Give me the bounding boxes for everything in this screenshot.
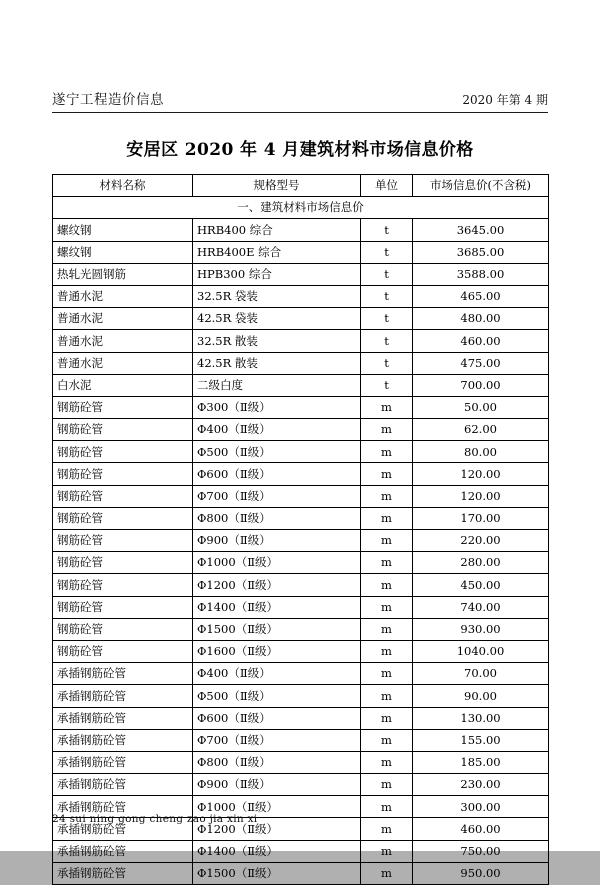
table-row (53, 374, 549, 396)
table-header (53, 175, 549, 197)
cell-price: 460.00 (413, 818, 549, 840)
cell-spec: Φ800（Ⅱ级） (193, 507, 361, 529)
cell-name: 承插钢筋砼管 (53, 840, 193, 862)
cell-spec: Φ300（Ⅱ级） (193, 396, 361, 418)
table-row (53, 618, 549, 640)
cell-unit: m (361, 419, 413, 441)
table-row (53, 707, 549, 729)
cell-spec: HPB300 综合 (193, 263, 361, 285)
publication-title: 遂宁工程造价信息 (52, 92, 164, 108)
cell-unit: t (361, 263, 413, 285)
cell-unit: m (361, 596, 413, 618)
price-table (52, 174, 549, 885)
cell-price: 120.00 (413, 485, 549, 507)
cell-unit: t (361, 308, 413, 330)
cell-unit: m (361, 530, 413, 552)
table-row (53, 219, 549, 241)
cell-unit: m (361, 729, 413, 751)
cell-unit: t (361, 219, 413, 241)
cell-name: 承插钢筋砼管 (53, 796, 193, 818)
cell-price: 62.00 (413, 419, 549, 441)
cell-price: 280.00 (413, 552, 549, 574)
cell-spec: Φ1200（Ⅱ级） (193, 574, 361, 596)
cell-price: 3588.00 (413, 263, 549, 285)
cell-name: 钢筋砼管 (53, 574, 193, 596)
cell-spec: Φ400（Ⅱ级） (193, 663, 361, 685)
table-row (53, 352, 549, 374)
table-row (53, 552, 549, 574)
cell-spec: Φ1400（Ⅱ级） (193, 596, 361, 618)
page-content (52, 88, 548, 885)
cell-unit: m (361, 862, 413, 884)
table-header-row (53, 175, 549, 197)
table-row (53, 840, 549, 862)
cell-name: 螺纹钢 (53, 241, 193, 263)
cell-spec: Φ500（Ⅱ级） (193, 441, 361, 463)
table-row (53, 640, 549, 662)
cell-unit: m (361, 485, 413, 507)
cell-unit: m (361, 396, 413, 418)
cell-price: 170.00 (413, 507, 549, 529)
cell-price: 185.00 (413, 751, 549, 773)
cell-unit: m (361, 618, 413, 640)
cell-price: 750.00 (413, 840, 549, 862)
cell-price: 480.00 (413, 308, 549, 330)
cell-name: 钢筋砼管 (53, 396, 193, 418)
cell-name: 钢筋砼管 (53, 596, 193, 618)
table-row (53, 729, 549, 751)
cell-name: 钢筋砼管 (53, 441, 193, 463)
cell-unit: m (361, 663, 413, 685)
cell-price: 475.00 (413, 352, 549, 374)
cell-spec: 二级白度 (193, 374, 361, 396)
table-row (53, 308, 549, 330)
cell-price: 70.00 (413, 663, 549, 685)
page-title: 安居区 2020 年 4 月建筑材料市场信息价格 (126, 140, 474, 160)
cell-price: 930.00 (413, 618, 549, 640)
cell-name: 钢筋砼管 (53, 507, 193, 529)
column-header-name: 材料名称 (53, 175, 193, 197)
cell-price: 90.00 (413, 685, 549, 707)
cell-spec: Φ900（Ⅱ级） (193, 774, 361, 796)
cell-name: 普通水泥 (53, 352, 193, 374)
cell-spec: Φ1600（Ⅱ级） (193, 640, 361, 662)
cell-name: 承插钢筋砼管 (53, 663, 193, 685)
cell-name: 承插钢筋砼管 (53, 818, 193, 840)
cell-spec: Φ900（Ⅱ级） (193, 530, 361, 552)
cell-unit: m (361, 640, 413, 662)
cell-price: 740.00 (413, 596, 549, 618)
cell-unit: m (361, 685, 413, 707)
cell-unit: m (361, 707, 413, 729)
cell-spec: Φ1200（Ⅱ级） (193, 818, 361, 840)
cell-spec: Φ800（Ⅱ级） (193, 751, 361, 773)
cell-name: 承插钢筋砼管 (53, 751, 193, 773)
cell-name: 普通水泥 (53, 285, 193, 307)
cell-price: 50.00 (413, 396, 549, 418)
cell-spec: Φ1000（Ⅱ级） (193, 796, 361, 818)
table-section-row (53, 197, 549, 219)
cell-spec: 42.5R 散装 (193, 352, 361, 374)
cell-unit: t (361, 352, 413, 374)
cell-name: 钢筋砼管 (53, 640, 193, 662)
table-row (53, 596, 549, 618)
cell-price: 450.00 (413, 574, 549, 596)
cell-price: 220.00 (413, 530, 549, 552)
cell-name: 承插钢筋砼管 (53, 707, 193, 729)
cell-name: 钢筋砼管 (53, 530, 193, 552)
cell-price: 120.00 (413, 463, 549, 485)
column-header-spec: 规格型号 (193, 175, 361, 197)
table-row (53, 285, 549, 307)
cell-price: 3685.00 (413, 241, 549, 263)
cell-unit: t (361, 285, 413, 307)
table-row (53, 396, 549, 418)
cell-spec: Φ700（Ⅱ级） (193, 485, 361, 507)
cell-spec: 42.5R 袋装 (193, 308, 361, 330)
cell-spec: Φ400（Ⅱ级） (193, 419, 361, 441)
cell-price: 950.00 (413, 862, 549, 884)
cell-unit: t (361, 374, 413, 396)
cell-spec: Φ1000（Ⅱ级） (193, 552, 361, 574)
table-row (53, 530, 549, 552)
cell-spec: Φ600（Ⅱ级） (193, 463, 361, 485)
cell-unit: m (361, 574, 413, 596)
cell-price: 230.00 (413, 774, 549, 796)
cell-unit: m (361, 796, 413, 818)
table-row (53, 685, 549, 707)
table-row (53, 774, 549, 796)
cell-unit: m (361, 463, 413, 485)
cell-unit: t (361, 330, 413, 352)
cell-price: 130.00 (413, 707, 549, 729)
cell-unit: m (361, 441, 413, 463)
table-row (53, 751, 549, 773)
issue-label: 2020 年第 4 期 (462, 93, 548, 107)
cell-spec: Φ1400（Ⅱ级） (193, 840, 361, 862)
cell-unit: m (361, 507, 413, 529)
cell-name: 承插钢筋砼管 (53, 774, 193, 796)
cell-unit: m (361, 751, 413, 773)
cell-name: 钢筋砼管 (53, 618, 193, 640)
cell-unit: m (361, 774, 413, 796)
table-row (53, 862, 549, 884)
cell-name: 钢筋砼管 (53, 419, 193, 441)
cell-price: 465.00 (413, 285, 549, 307)
column-header-price: 市场信息价(不含税) (413, 175, 549, 197)
table-row (53, 241, 549, 263)
table-row (53, 485, 549, 507)
table-row (53, 419, 549, 441)
table-row (53, 441, 549, 463)
cell-price: 3645.00 (413, 219, 549, 241)
cell-unit: m (361, 552, 413, 574)
cell-price: 700.00 (413, 374, 549, 396)
column-header-unit: 单位 (361, 175, 413, 197)
cell-name: 白水泥 (53, 374, 193, 396)
cell-spec: Φ1500（Ⅱ级） (193, 862, 361, 884)
cell-unit: m (361, 840, 413, 862)
table-row (53, 507, 549, 529)
page-header (52, 88, 548, 113)
cell-spec: Φ1500（Ⅱ级） (193, 618, 361, 640)
cell-price: 1040.00 (413, 640, 549, 662)
cell-spec: Φ600（Ⅱ级） (193, 707, 361, 729)
cell-price: 460.00 (413, 330, 549, 352)
cell-spec: Φ500（Ⅱ级） (193, 685, 361, 707)
page-footer: 24 sui ning gong cheng zao jia xin xi (52, 813, 258, 825)
cell-name: 承插钢筋砼管 (53, 729, 193, 751)
cell-name: 承插钢筋砼管 (53, 685, 193, 707)
cell-spec: 32.5R 袋装 (193, 285, 361, 307)
cell-spec: Φ700（Ⅱ级） (193, 729, 361, 751)
cell-name: 承插钢筋砼管 (53, 862, 193, 884)
cell-name: 普通水泥 (53, 330, 193, 352)
cell-name: 螺纹钢 (53, 219, 193, 241)
cell-price: 155.00 (413, 729, 549, 751)
cell-spec: HRB400E 综合 (193, 241, 361, 263)
cell-spec: HRB400 综合 (193, 219, 361, 241)
cell-unit: t (361, 241, 413, 263)
cell-name: 普通水泥 (53, 308, 193, 330)
cell-spec: 32.5R 散装 (193, 330, 361, 352)
cell-name: 钢筋砼管 (53, 485, 193, 507)
table-body (53, 197, 549, 885)
table-row (53, 663, 549, 685)
cell-name: 钢筋砼管 (53, 463, 193, 485)
cell-price: 300.00 (413, 796, 549, 818)
table-row (53, 263, 549, 285)
table-section-label: 一、建筑材料市场信息价 (53, 197, 549, 219)
cell-unit: m (361, 818, 413, 840)
cell-price: 80.00 (413, 441, 549, 463)
table-row (53, 574, 549, 596)
cell-name: 热轧光圆钢筋 (53, 263, 193, 285)
cell-name: 钢筋砼管 (53, 552, 193, 574)
table-row (53, 330, 549, 352)
table-row (53, 463, 549, 485)
